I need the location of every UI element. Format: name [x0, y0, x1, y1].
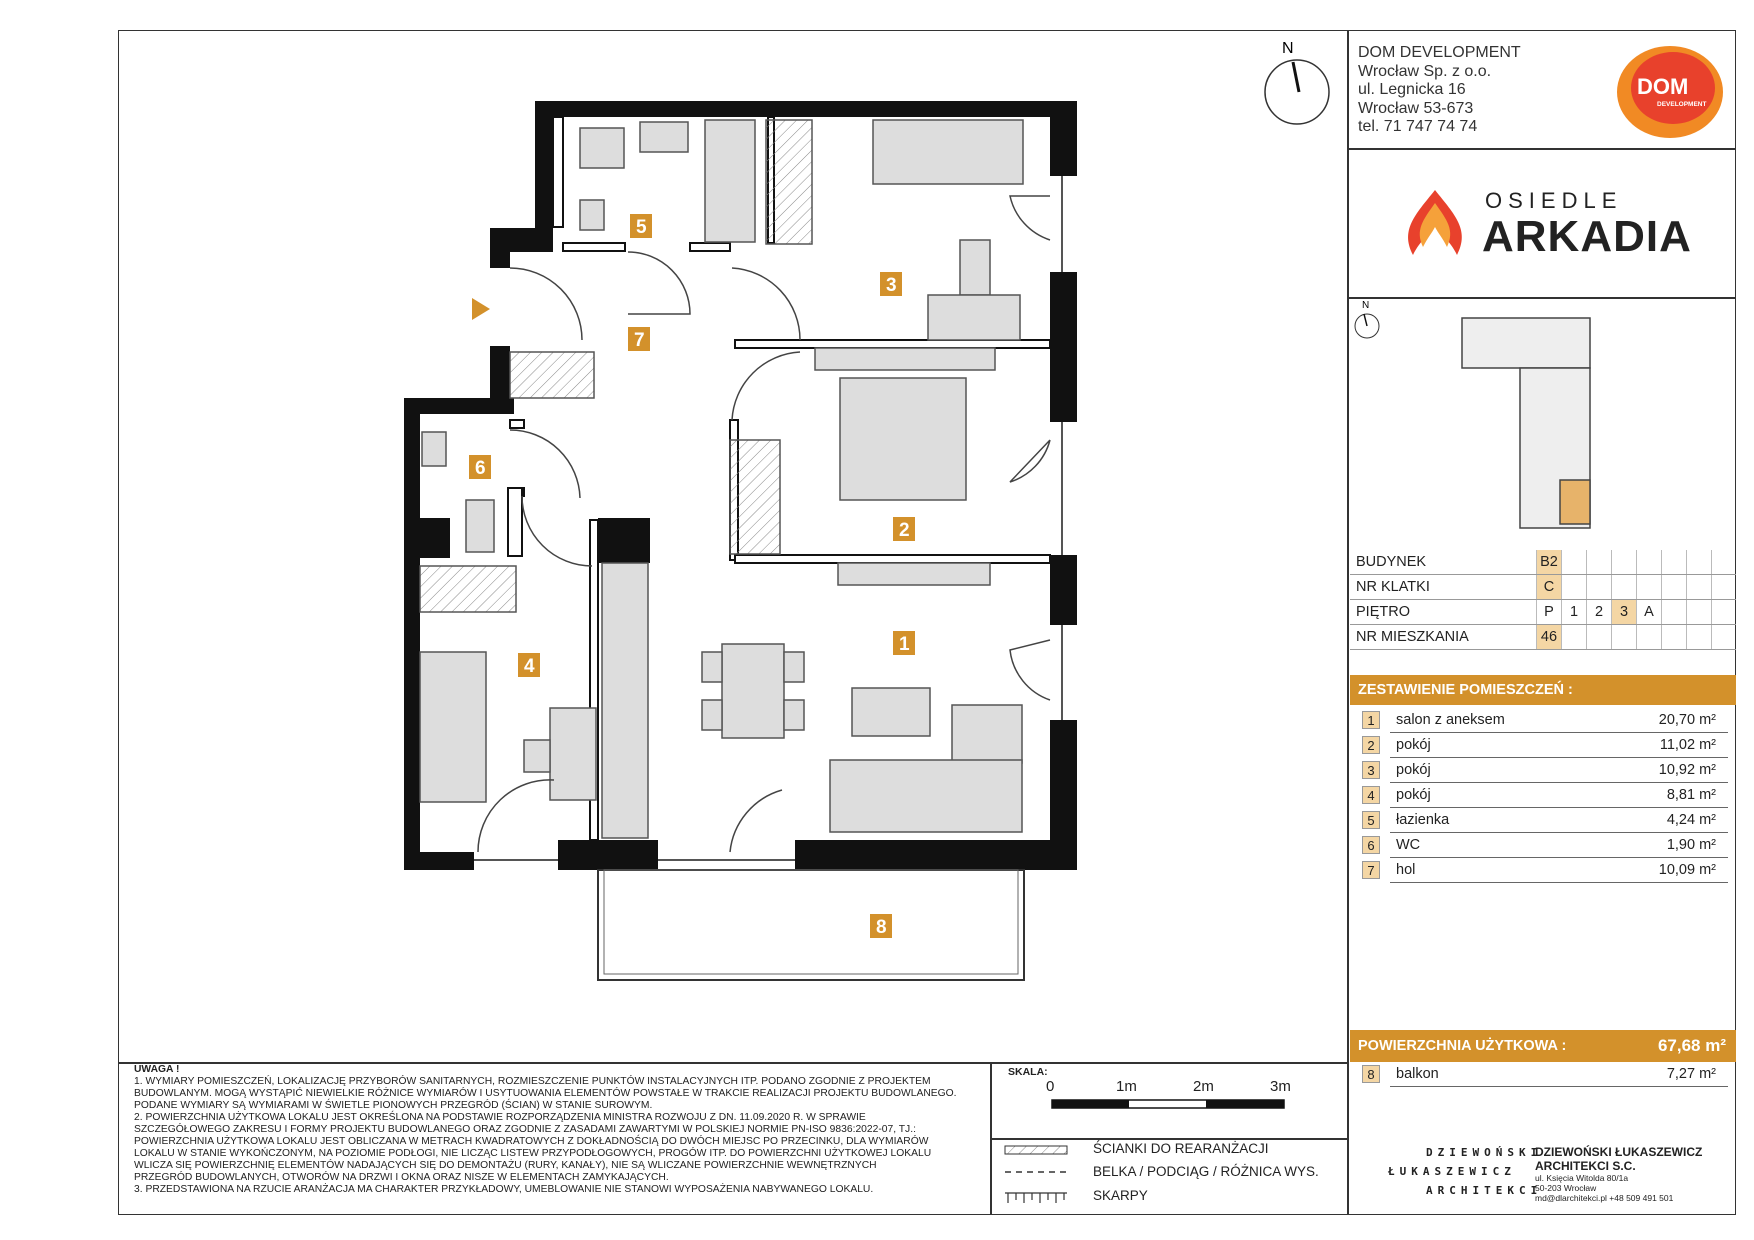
- developer-name: DOM DEVELOPMENT: [1358, 44, 1521, 61]
- room-row: 4 pokój 8,81 m²: [1358, 783, 1728, 808]
- arkadia-flame-logo: [1395, 185, 1485, 265]
- building-value: B2: [1537, 550, 1562, 575]
- floor-option: P: [1537, 600, 1562, 625]
- rooms-list: [1358, 708, 1728, 883]
- staircase-value: C: [1537, 575, 1562, 600]
- legend-item: BELKA / PODCIĄG / RÓŻNICA WYS.: [1093, 1164, 1319, 1179]
- architect-city: 50-203 Wrocław: [1535, 1183, 1597, 1193]
- rooms-summary-title: ZESTAWIENIE POMIESZCZEŃ :: [1350, 675, 1736, 705]
- balcony-list: [1358, 1062, 1728, 1087]
- room-row: 7 hol 10,09 m²: [1358, 858, 1728, 883]
- balcony-row: 8 balkon 7,27 m²: [1358, 1062, 1728, 1087]
- north-label: N: [1282, 40, 1294, 57]
- room-label: 7: [634, 330, 645, 351]
- dom-development-logo: [1615, 42, 1725, 142]
- note-line: PODANE WYMIARY SĄ WYMIARAMI W ŚWIETLE PIONOWYCH PRZEGRÓD (ŚCIAN) W STANIE SUROWYM.: [134, 1100, 653, 1111]
- note-line: WLICZA SIĘ POWIERZCHNIĘ ELEMENTÓW NADAJĄCYCH SIĘ DO DEMONTAŻU (RURY, KANAŁY), NIE SĄ WLICZANE POWIERZCHNIE WEWNĘTRZNYCH: [134, 1160, 877, 1171]
- estate-name: ARKADIA: [1482, 212, 1692, 261]
- note-line: BUDOWLANYM. MOGĄ WYSTĄPIĆ NIEWIELKIE RÓŻNICE WYMIARÓW I USYTUOWANIA ELEMENTÓW POWSTAŁE W TRAKCIE REALIZACJI PROJEKTU BUDOWLANEGO.: [134, 1088, 957, 1099]
- room-row: 5 łazienka 4,24 m²: [1358, 808, 1728, 833]
- developer-info: [1358, 44, 1521, 137]
- room-row: 1 salon z aneksem 20,70 m²: [1358, 708, 1728, 733]
- apartment-number-value: 46: [1537, 625, 1562, 650]
- architect-name: DZIEWOŃSKI ŁUKASZEWICZ: [1535, 1145, 1703, 1159]
- estate-small-label: OSIEDLE: [1485, 188, 1623, 213]
- note-line: PRZEGRÓD BUDOWLANYCH, OTWORÓW NA DRZWI I OKNA ORAZ NISZE W ELEMENTACH ZAMYKAJĄCYCH.: [134, 1172, 669, 1183]
- legend-item: ŚCIANKI DO REARANŻACJI: [1093, 1141, 1269, 1156]
- svg-text:DEVELOPMENT: DEVELOPMENT: [1657, 101, 1707, 108]
- total-area-label: POWIERZCHNIA UŻYTKOWA :: [1358, 1038, 1567, 1054]
- floor-option-selected: 3: [1612, 600, 1637, 625]
- room-label: 2: [899, 520, 910, 541]
- room-label: 6: [475, 458, 486, 479]
- legend-hatch-icon: [1005, 1146, 1067, 1154]
- total-area-bar: [1350, 1030, 1736, 1062]
- apartment-number-label: NR MIESZKANIA: [1350, 625, 1537, 650]
- room-label: 5: [636, 217, 647, 238]
- legend-slope-icon: [1005, 1193, 1067, 1203]
- room-row: 3 pokój 10,92 m²: [1358, 758, 1728, 783]
- room-row: 2 pokój 11,02 m²: [1358, 733, 1728, 758]
- svg-text:DOM: DOM: [1637, 74, 1689, 99]
- architect-info: [1535, 1145, 1702, 1203]
- room-label: 8: [876, 917, 887, 938]
- note-line: LOKALU W STANIE WYKOŃCZONYM, NA POZIOMIE PODŁOGI, NIE LICZĄC LISTEW PRZYPODŁOGOWYCH, PROGÓW ITP. DO POWIERZCHNI UŻYTKOWEJ LOKALU: [134, 1148, 932, 1159]
- scale-title: SKALA:: [1008, 1066, 1048, 1078]
- architect-contact: md@dlarchitekci.pl +48 509 491 501: [1535, 1193, 1674, 1203]
- architect-address: ul. Księcia Witolda 80/1a: [1535, 1173, 1629, 1183]
- staircase-label: NR KLATKI: [1350, 575, 1537, 600]
- compass-icon: [1265, 60, 1329, 124]
- scale-label: 2m: [1193, 1078, 1214, 1095]
- scale-bar: [1052, 1100, 1284, 1108]
- floor-option: 1: [1562, 600, 1587, 625]
- floor-option: A: [1637, 600, 1662, 625]
- note-line: 2. POWIERZCHNIA UŻYTKOWA LOKALU JEST OKREŚLONA NA PODSTAWIE ROZPORZĄDZENIA MINISTRA ROZWOJU Z DN. 11.09.2020 R. W SPRAWIE: [134, 1112, 866, 1123]
- developer-street: ul. Legnicka 16: [1358, 81, 1466, 98]
- apartment-info-table: [1350, 550, 1736, 650]
- legend-item: SKARPY: [1093, 1188, 1148, 1203]
- scale-label: 0: [1046, 1078, 1055, 1095]
- scale-label: 3m: [1270, 1078, 1291, 1095]
- note-line: POWIERZCHNIA UŻYTKOWA LOKALU JEST OBLICZANA W METRACH KWADRATOWYCH Z DOKŁADNOŚCIĄ DO DWÓCH MIEJSC PO PRZECINKU, DLA WYMIARÓW: [134, 1136, 929, 1147]
- notes-title: UWAGA !: [134, 1064, 180, 1075]
- developer-city: Wrocław 53-673: [1358, 99, 1474, 117]
- building-label: BUDYNEK: [1350, 550, 1537, 575]
- developer-phone: tel. 71 747 74 74: [1358, 118, 1478, 135]
- north-label-small: N: [1362, 300, 1370, 311]
- developer-line: Wrocław Sp. z o.o.: [1358, 62, 1492, 80]
- architect-logo: DZIEWOŃSKI ŁUKASZEWICZ ARCHITEKCI: [1388, 1146, 1543, 1197]
- note-line: 1. WYMIARY POMIESZCZEŃ, LOKALIZACJĘ PRZYBORÓW SANITARNYCH, ROZMIESZCZENIE PUNKTÓW INSTALACYJNYCH ITP. PODANO ZGODNIE Z PROJEKTEM: [134, 1076, 931, 1087]
- architect-name2: ARCHITEKCI S.C.: [1535, 1159, 1636, 1173]
- note-line: SZCZEGÓŁOWEGO ZAKRESU I FORMY PROJEKTU BUDOWLANEGO ORAZ ZGODNIE Z ZASADAMI ZAWARTYMI W POLSKIEJ NORMIE PN-ISO 9836:2022-07, TJ.:: [134, 1124, 916, 1135]
- notes-section: [134, 1064, 964, 1196]
- room-label: 3: [886, 275, 897, 296]
- room-label: 4: [524, 656, 535, 677]
- room-row: 6 WC 1,90 m²: [1358, 833, 1728, 858]
- scale-label: 1m: [1116, 1078, 1137, 1095]
- building-keyplan: [1462, 318, 1590, 528]
- floor-option: 2: [1587, 600, 1612, 625]
- room-label: 1: [899, 634, 910, 655]
- floor-label: PIĘTRO: [1350, 600, 1537, 625]
- total-area-value: 67,68 m²: [1657, 1036, 1726, 1055]
- note-line: 3. PRZEDSTAWIONA NA RZUCIE ARANŻACJA MA CHARAKTER PRZYKŁADOWY, UMEBLOWANIE NIE STANOWI WYPOSAŻENIA NABYWANEGO LOKALU.: [134, 1184, 874, 1195]
